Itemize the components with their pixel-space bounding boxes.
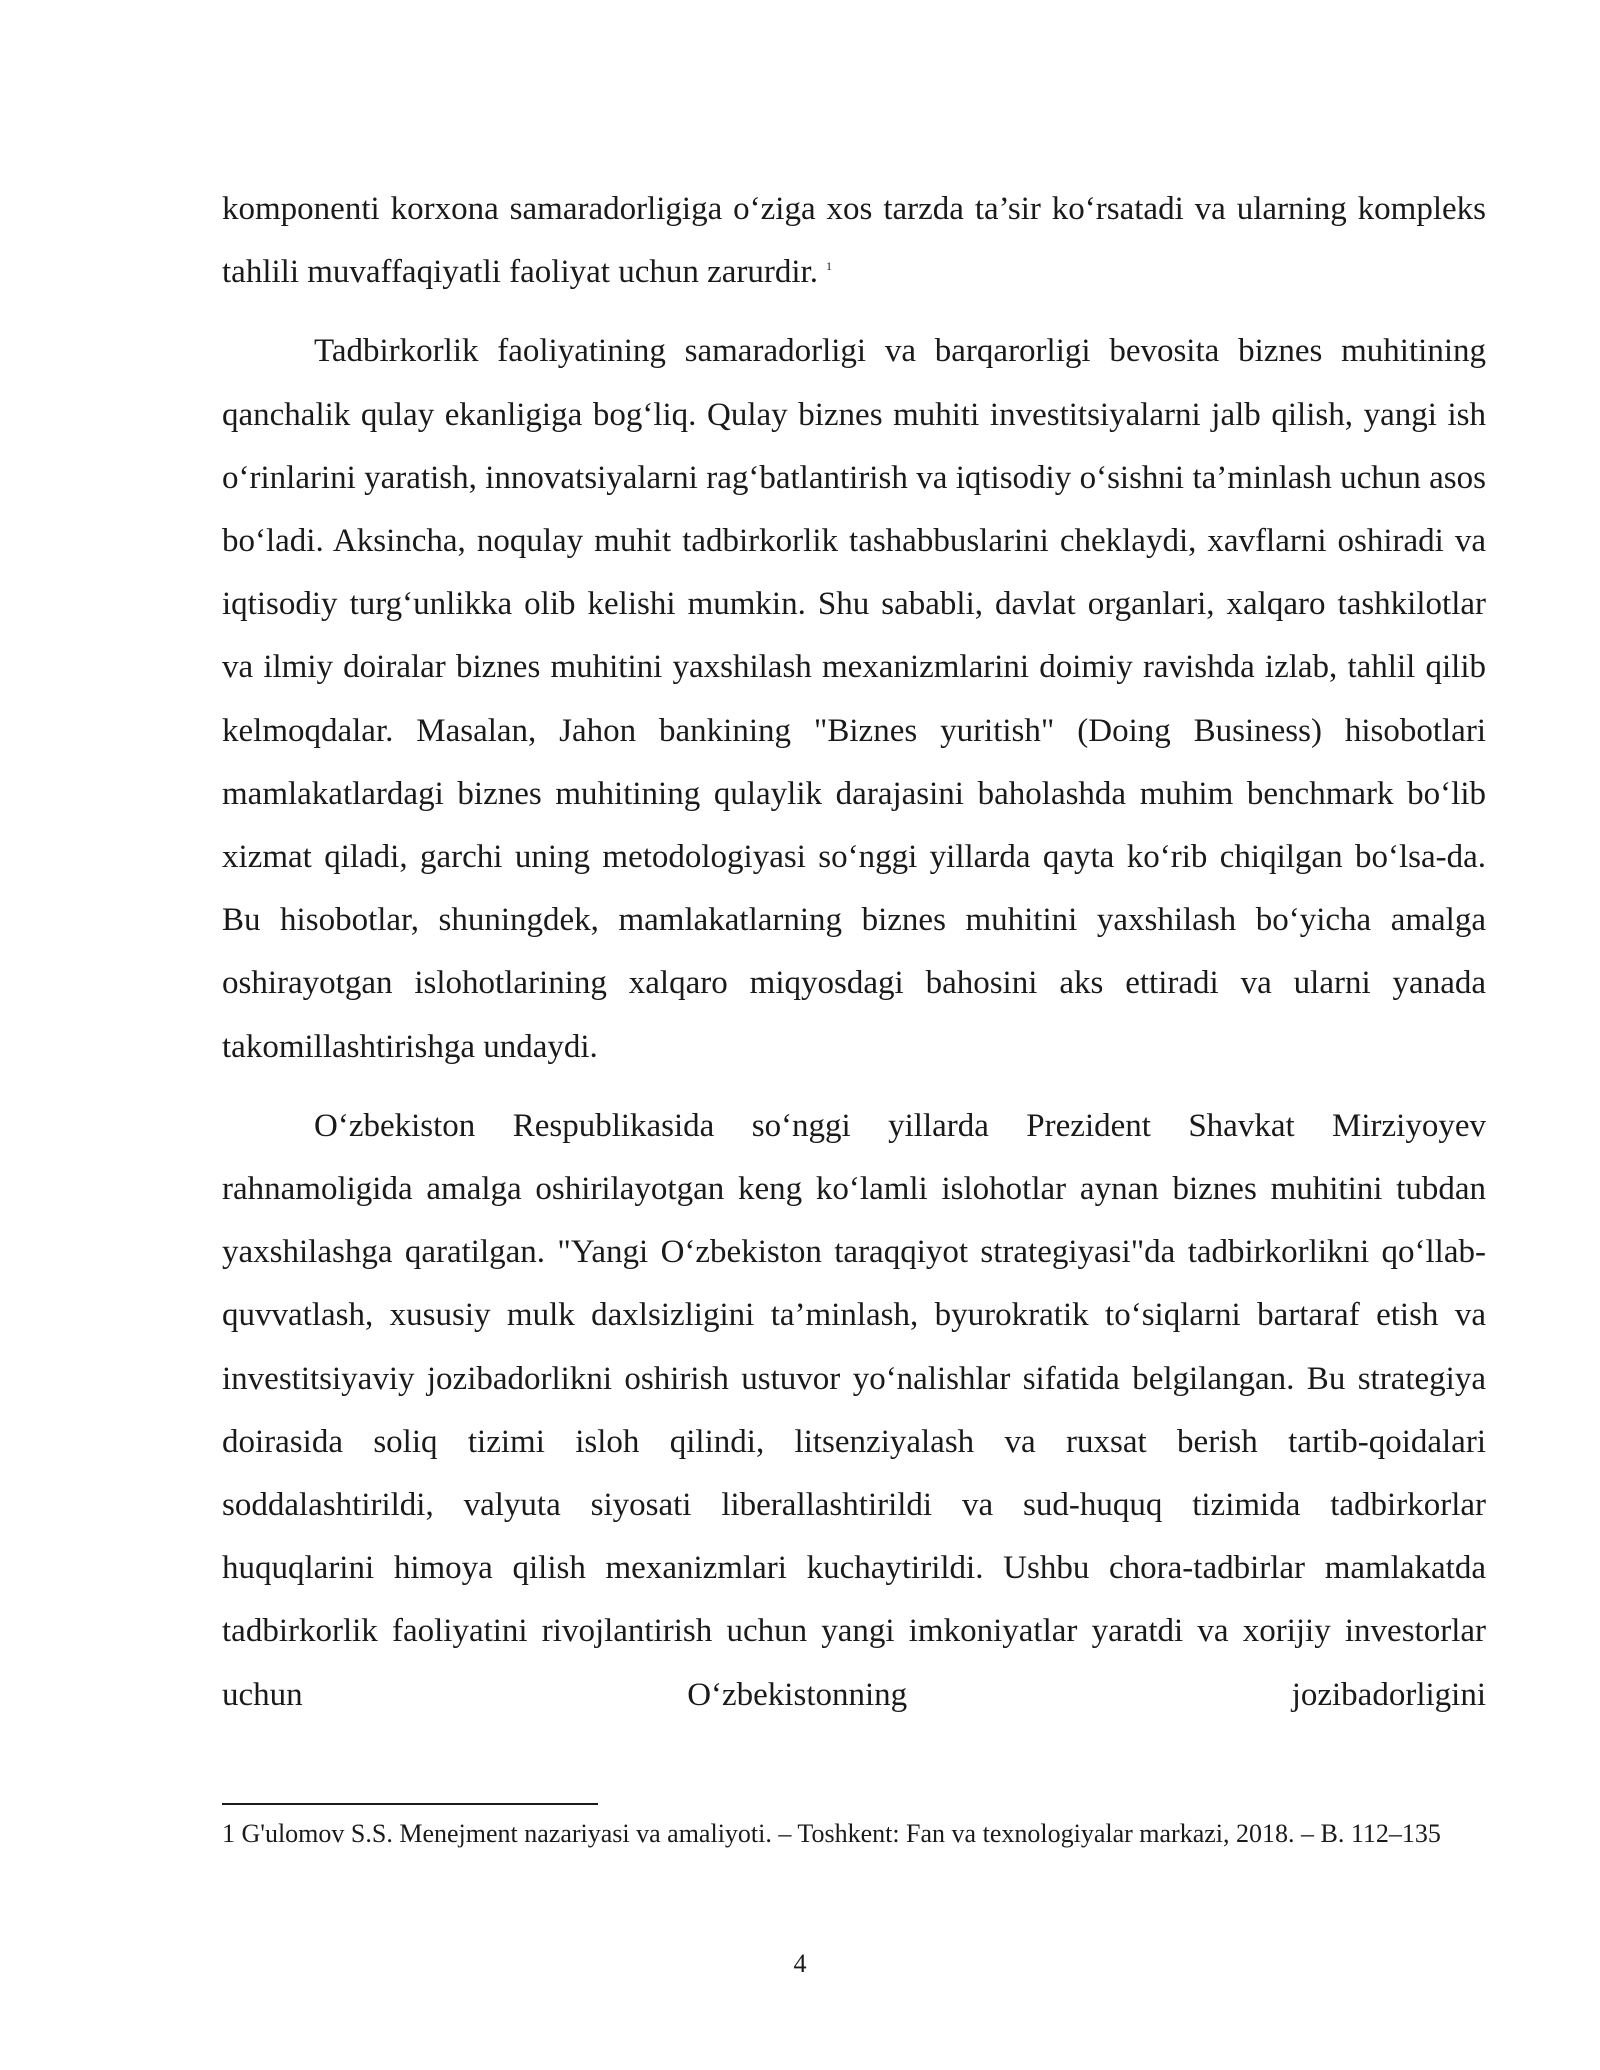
paragraph-continuation: [222, 178, 1486, 304]
paragraph-text: komponenti korxona samaradorligiga o‘ziga xos tarzda ta’sir ko‘rsatadi va ularning kompleks tahlili muvaffaqiyatli faoliyat uchun zarurdir.: [222, 191, 1486, 291]
paragraph-uzbekistan-reforms: O‘zbekiston Respublikasida so‘nggi yillarda Prezident Shavkat Mirziyoyev rahnamoligida amalga oshirilayotgan keng ko‘lamli islohotlar aynan biznes muhitini tubdan yaxshilashga qaratilgan. "Yangi O‘zbekiston taraqqiyot strategiyasi"da tadbirkorlikni qo‘llab-quvvatlash, xususiy mulk daxlsizligini ta’minlash, byurokratik to‘siqlarni bartaraf etish va investitsiyaviy jozibadorlikni oshirish ustuvor yo‘nalishlar sifatida belgilangan. Bu strategiya doirasida soliq tizimi isloh qilindi, litsenziyalash va ruxsat berish tartib-qoidalari soddalashtirildi, valyuta siyosati liberallashtirildi va sud-huquq tizimida tadbirkorlar huquqlarini himoya qilish mexanizmlari kuchaytirildi. Ushbu chora-tadbirlar mamlakatda tadbirkorlik faoliyatini rivojlantirish uchun yangi imkoniyatlar yaratdi va xorijiy investorlar uchun O‘zbekistonning jozibadorligini: [222, 1107, 1486, 1713]
page-number: 4: [793, 1949, 807, 1978]
footnote-text: G'ulomov S.S. Menejment nazariyasi va amaliyoti. – Toshkent: Fan va texnologiyalar markazi, 2018. – B. 112–135: [241, 1819, 1441, 1848]
footnote-number: 1: [222, 1819, 235, 1848]
footnote-separator: [222, 1803, 598, 1805]
footnote-reference[interactable]: 1: [825, 259, 832, 274]
body-text: [222, 178, 1486, 1727]
paragraph-business-environment: Tadbirkorlik faoliyatining samaradorligi va barqarorligi bevosita biznes muhitining qanchalik qulay ekanligiga bog‘liq. Qulay biznes muhiti investitsiyalarni jalb qilish, yangi ish o‘rinlarini yaratish, innovatsiyalarni rag‘batlantirish va iqtisodiy o‘sishni ta’minlash uchun asos bo‘ladi. Aksincha, noqulay muhit tadbirkorlik tashabbuslarini cheklaydi, xavflarni oshiradi va iqtisodiy turg‘unlikka olib kelishi mumkin. Shu sababli, davlat organlari, xalqaro tashkilotlar va ilmiy doiralar biznes muhitini yaxshilash mexanizmlarini doimiy ravishda izlab, tahlil qilib kelmoqdalar. Masalan, Jahon bankining "Biznes yuritish" (Doing Business) hisobotlari mamlakatlardagi biznes muhitining qulaylik darajasini baholashda muhim benchmark bo‘lib xizmat qiladi, garchi uning metodologiyasi so‘nggi yillarda qayta ko‘rib chiqilgan bo‘lsa-da. Bu hisobotlar, shuningdek, mamlakatlarning biznes muhitini yaxshilash bo‘yicha amalga oshirayotgan islohotlarining xalqaro miqyosdagi bahosini aks ettiradi va ularni yanada takomillashtirishga undaydi.: [222, 333, 1486, 1065]
footnote: [222, 1818, 1486, 1850]
